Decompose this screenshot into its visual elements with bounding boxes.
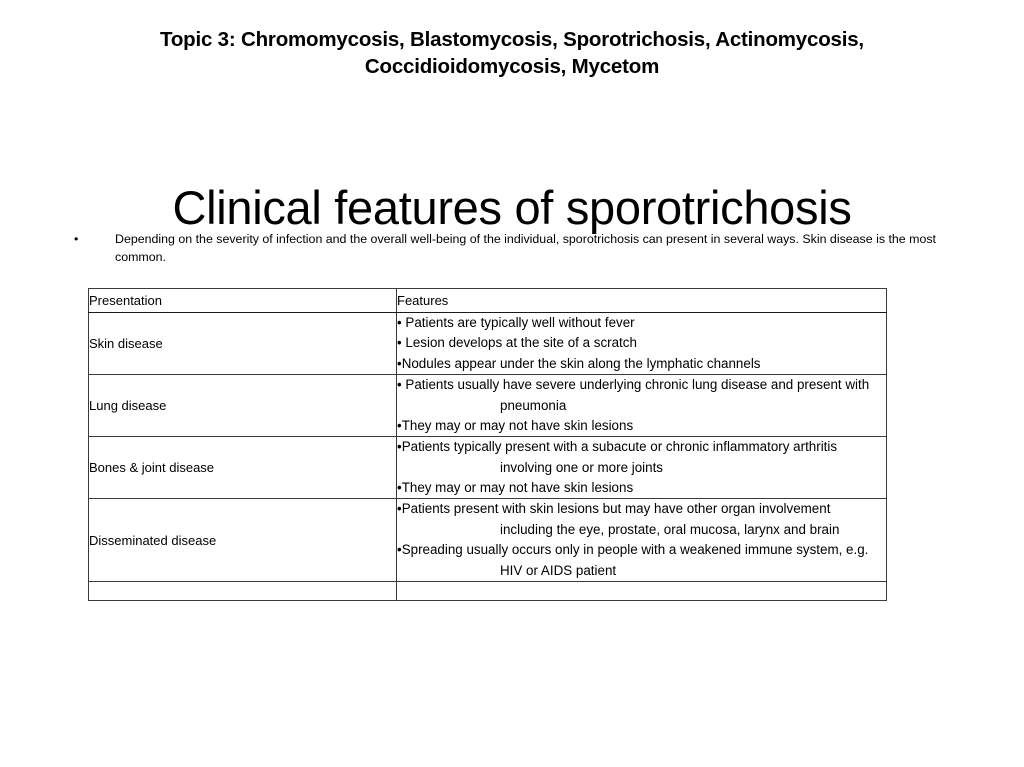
intro-bullet-paragraph <box>74 231 964 266</box>
cell-features-skin-disease <box>397 313 887 375</box>
cell-presentation-disseminated-disease: Disseminated disease <box>89 499 397 582</box>
feature-item: • Patients usually have severe underlying chronic lung disease and present with pneumonia <box>397 377 870 413</box>
table-row <box>89 375 887 437</box>
cell-features-disseminated-disease <box>397 499 887 582</box>
feature-item: •Patients typically present with a subacute or chronic inflammatory arthritis involving one or more joints <box>397 439 838 475</box>
feature-item: •Spreading usually occurs only in people with a weakened immune system, e.g. HIV or AIDS patient <box>397 542 869 578</box>
column-header-features: Features <box>397 289 887 313</box>
cell-features-bones-joint-disease <box>397 437 887 499</box>
slide-topic-header: Topic 3: Chromomycosis, Blastomycosis, Sporotrichosis, Actinomycosis, Coccidioidomycosis, Mycetom <box>160 28 864 79</box>
cell-features-empty <box>397 581 887 600</box>
table-header-row <box>89 289 887 313</box>
feature-list <box>397 499 886 581</box>
feature-item: •Patients present with skin lesions but may have other organ involvement including the eye, prostate, oral mucosa, larynx and brain <box>397 501 840 537</box>
table-row <box>89 437 887 499</box>
feature-list <box>397 437 886 498</box>
cell-presentation-bones-joint-disease: Bones & joint disease <box>89 437 397 499</box>
table-row <box>89 499 887 582</box>
feature-item: •They may or may not have skin lesions <box>397 480 634 495</box>
page-title: Clinical features of sporotrichosis <box>172 181 852 235</box>
clinical-features-table <box>88 288 887 601</box>
feature-item: • Lesion develops at the site of a scratch <box>397 335 637 351</box>
table-row <box>89 581 887 600</box>
column-header-presentation: Presentation <box>89 289 397 313</box>
feature-item: •Nodules appear under the skin along the lymphatic channels <box>397 355 761 371</box>
cell-presentation-empty <box>89 581 397 600</box>
cell-presentation-lung-disease: Lung disease <box>89 375 397 437</box>
intro-paragraph-text: Depending on the severity of infection and the overall well-being of the individual, sporotrichosis can present in several ways. Skin disease is the most common. <box>115 232 936 264</box>
feature-list <box>397 375 886 436</box>
table-row <box>89 313 887 375</box>
feature-list <box>397 313 886 374</box>
cell-presentation-skin-disease: Skin disease <box>89 313 397 375</box>
feature-item: • Patients are typically well without fever <box>397 315 635 330</box>
bullet-icon: • <box>74 232 79 246</box>
cell-features-lung-disease <box>397 375 887 437</box>
feature-item: •They may or may not have skin lesions <box>397 417 634 433</box>
